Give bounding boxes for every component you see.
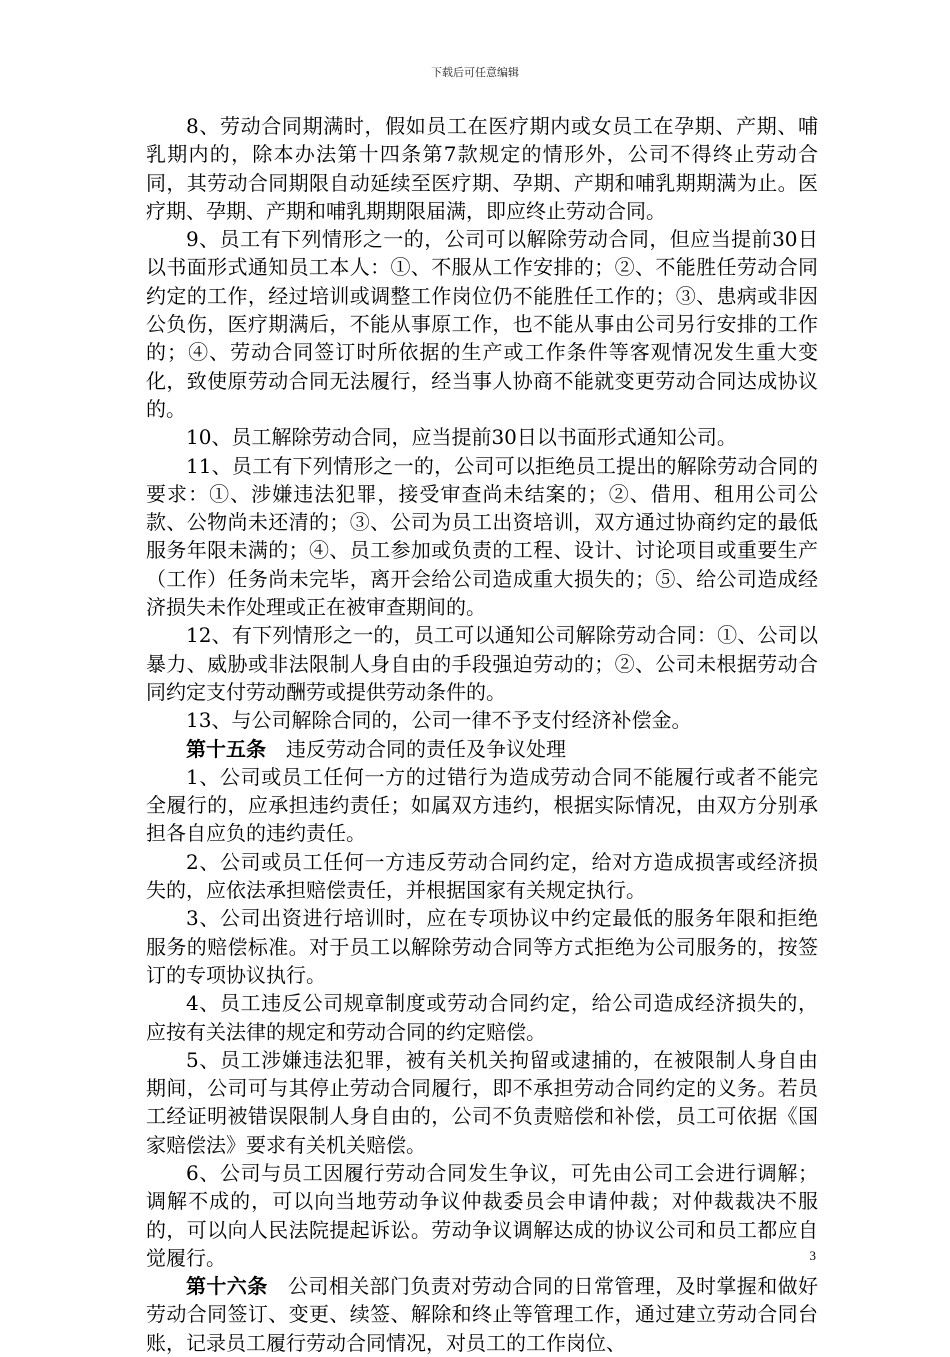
- article-15-heading: [146, 735, 818, 763]
- article-15-clause-1: 1、公司或员工任何一方的过错行为造成劳动合同不能履行或者不能完全履行的，应承担违约责任；如属双方违约，根据实际情况，由双方分别承担各自应负的违约责任。: [146, 764, 818, 846]
- paragraph-item-8: 8、劳动合同期满时，假如员工在医疗期内或女员工在孕期、产期、哺乳期内的，除本办法第十四条第7款规定的情形外，公司不得终止劳动合同，其劳动合同期限自动延续至医疗期、孕期、产期和哺乳期期满为止。医疗期、孕期、产期和哺乳期期限届满，即应终止劳动合同。: [146, 114, 818, 223]
- article-15-number: 第十五条: [186, 736, 266, 761]
- paragraph-item-11: 11、员工有下列情形之一的，公司可以拒绝员工提出的解除劳动合同的要求：①、涉嫌违法犯罪，接受审查尚未结案的；②、借用、租用公司公款、公物尚未还清的；③、公司为员工出资培训，双方通过协商约定的最低服务年限未满的；④、员工参加或负责的工程、设计、讨论项目或重要生产（工作）任务尚未完毕，离开会给公司造成重大损失的；⑤、给公司造成经济损失未作处理或正在被审查期间的。: [146, 453, 818, 620]
- document-body: [146, 112, 818, 1357]
- article-16-paragraph: [146, 1272, 818, 1357]
- article-15-clause-4: 4、员工违反公司规章制度或劳动合同约定，给公司造成经济损失的，应按有关法律的规定和劳动合同的约定赔偿。: [146, 991, 818, 1044]
- article-16-number: 第十六条: [186, 1274, 268, 1299]
- article-15-clause-2: 2、公司或员工任何一方违反劳动合同约定，给对方造成损害或经济损失的，应依法承担赔偿责任，并根据国家有关规定执行。: [146, 849, 818, 903]
- paragraph-item-13: 13、与公司解除合同的，公司一律不予支付经济补偿金。: [186, 708, 692, 733]
- header-note: 下载后可任意编辑: [431, 66, 519, 79]
- article-15-clause-6: 6、公司与员工因履行劳动合同发生争议，可先由公司工会进行调解；调解不成的，可以向当地劳动争议仲裁委员会申请仲裁；对仲裁裁决不服的，可以向人民法院提起诉讼。劳动争议调解达成的协议公司和员工都应自觉履行。: [146, 1160, 818, 1270]
- article-15-title: 违反劳动合同的责任及争议处理: [286, 736, 566, 761]
- article-16-text: 公司相关部门负责对劳动合同的日常管理，及时掌握和做好劳动合同签订、变更、续签、解除和终止等管理工作，通过建立劳动合同台账，记录员工履行劳动合同情况，对员工的工作岗位、: [146, 1274, 819, 1355]
- page-number: 3: [809, 1248, 816, 1263]
- paragraph-item-12: 12、有下列情形之一的，员工可以通知公司解除劳动合同：①、公司以暴力、威胁或非法限制人身自由的手段强迫劳动的；②、公司未根据劳动合同约定支付劳动酬劳或提供劳动条件的。: [146, 623, 818, 704]
- article-15-clause-3: 3、公司出资进行培训时，应在专项协议中约定最低的服务年限和拒绝服务的赔偿标准。对于员工以解除劳动合同等方式拒绝为公司服务的，按签订的专项协议执行。: [146, 906, 818, 987]
- article-15-clause-5: 5、员工涉嫌违法犯罪，被有关机关拘留或逮捕的，在被限制人身自由期间，公司可与其停止劳动合同履行，即不承担劳动合同约定的义务。若员工经证明被错误限制人身自由的，公司不负责赔偿和补偿，员工可依据《国家赔偿法》要求有关机关赔偿。: [146, 1047, 818, 1157]
- paragraph-item-9: 9、员工有下列情形之一的，公司可以解除劳动合同，但应当提前30日以书面形式通知员工本人：①、不服从工作安排的；②、不能胜任劳动合同约定的工作，经过培训或调整工作岗位仍不能胜任工作的；③、患病或非因公负伤，医疗期满后，不能从事原工作，也不能从事由公司另行安排的工作的；④、劳动合同签订时所依据的生产或工作条件等客观情况发生重大变化，致使原劳动合同无法履行，经当事人协商不能就变更劳动合同达成协议的。: [146, 227, 818, 421]
- paragraph-item-10: 10、员工解除劳动合同，应当提前30日以书面形式通知公司。: [186, 425, 737, 450]
